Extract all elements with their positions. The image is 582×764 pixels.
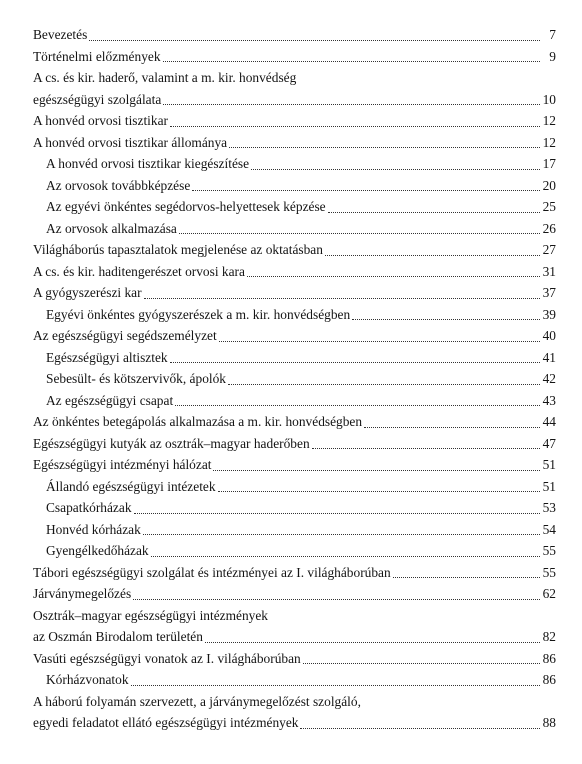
toc-page-number: 37 xyxy=(542,285,556,300)
toc-page-number: 51 xyxy=(542,457,556,472)
toc-dot-leader xyxy=(163,61,540,62)
toc-page-number: 44 xyxy=(542,414,556,429)
toc-dot-leader xyxy=(228,384,540,385)
toc-entry xyxy=(33,626,556,648)
toc-page-number: 39 xyxy=(542,306,556,322)
toc-page-number: 12 xyxy=(542,134,556,150)
toc-dot-leader xyxy=(219,341,540,342)
toc-entry xyxy=(33,605,556,627)
toc-entry xyxy=(33,583,556,605)
toc-dot-leader xyxy=(251,169,540,170)
toc-page-number: 20 xyxy=(542,177,556,193)
toc-entry xyxy=(33,24,556,46)
toc-page-number: 12 xyxy=(542,113,556,128)
toc-entry-title: Tábori egészségügyi szolgálat és intézményei az I. világháborúban xyxy=(33,564,391,580)
toc-entry xyxy=(33,497,556,519)
toc-page-number: 86 xyxy=(542,672,556,687)
toc-entry xyxy=(33,325,556,347)
toc-entry xyxy=(33,712,556,734)
toc-dot-leader xyxy=(144,298,540,299)
toc-entry-title: Egyévi önkéntes gyógyszerészek a m. kir. honvédségben xyxy=(46,306,351,322)
toc-entry-title: A cs. és kir. haditengerészet orvosi kara xyxy=(33,263,245,279)
toc-page-number: 9 xyxy=(549,48,556,64)
toc-dot-leader xyxy=(328,212,540,213)
toc-page-number: 7 xyxy=(549,27,556,42)
toc-entry xyxy=(33,175,556,197)
toc-entry-title: Kórházvonatok xyxy=(46,672,129,687)
toc-dot-leader xyxy=(179,233,540,234)
toc-dot-leader xyxy=(133,599,540,600)
toc-dot-leader xyxy=(175,405,540,406)
toc-dot-leader xyxy=(364,427,540,428)
toc-entry xyxy=(33,46,556,68)
toc-dot-leader xyxy=(312,448,540,449)
toc-entry xyxy=(33,132,556,154)
toc-dot-leader xyxy=(247,276,540,277)
toc-page-number: 86 xyxy=(542,650,556,666)
toc-page-number: 25 xyxy=(542,199,556,214)
toc-page-number: 17 xyxy=(542,156,556,171)
toc-entry-title: Az egyévi önkéntes segédorvos-helyettesek képzése xyxy=(46,199,326,214)
toc-entry xyxy=(33,648,556,670)
toc-dot-leader xyxy=(131,685,540,686)
toc-dot-leader xyxy=(303,663,540,664)
toc-dot-leader xyxy=(205,642,540,643)
toc-dot-leader xyxy=(229,147,540,148)
toc-entry-title: Az egészségügyi csapat xyxy=(46,392,174,408)
toc-entry xyxy=(33,368,556,390)
toc-page-number: 31 xyxy=(542,263,556,279)
toc-entry-title: Az önkéntes betegápolás alkalmazása a m. kir. honvédségben xyxy=(33,414,363,429)
toc-page-number: 54 xyxy=(542,521,556,537)
toc-entry xyxy=(33,110,556,132)
toc-entry-title: Egészségügyi intézményi hálózat xyxy=(33,457,212,472)
toc-page-number: 47 xyxy=(542,435,556,451)
toc-entry-title: A háború folyamán szervezett, a járványmegelőzést szolgáló, xyxy=(33,693,361,709)
toc-entry xyxy=(33,519,556,541)
toc-dot-leader xyxy=(300,728,540,729)
table-of-contents xyxy=(33,24,556,734)
toc-page-number: 43 xyxy=(542,392,556,408)
toc-page-number: 42 xyxy=(542,371,556,386)
toc-page-number: 82 xyxy=(542,629,556,644)
toc-dot-leader xyxy=(192,190,540,191)
toc-page-number: 55 xyxy=(542,564,556,580)
toc-dot-leader xyxy=(352,319,540,320)
toc-entry-title: Az orvosok továbbképzése xyxy=(46,177,191,193)
toc-dot-leader xyxy=(134,513,540,514)
toc-dot-leader xyxy=(325,255,540,256)
toc-dot-leader xyxy=(143,534,540,535)
toc-entry-title: A honvéd orvosi tisztikar xyxy=(33,113,169,128)
toc-entry xyxy=(33,196,556,218)
toc-page-number: 53 xyxy=(542,500,556,515)
toc-entry-title: A honvéd orvosi tisztikar kiegészítése xyxy=(46,156,250,171)
toc-entry-title: A honvéd orvosi tisztikar állománya xyxy=(33,134,228,150)
toc-entry-title: Osztrák–magyar egészségügyi intézmények xyxy=(33,607,268,623)
toc-entry xyxy=(33,691,556,713)
toc-entry xyxy=(33,89,556,111)
toc-entry xyxy=(33,304,556,326)
toc-entry-title: Történelmi előzmények xyxy=(33,48,161,64)
toc-dot-leader xyxy=(218,491,540,492)
toc-entry-title: Világháborús tapasztalatok megjelenése az oktatásban xyxy=(33,242,323,257)
toc-entry xyxy=(33,347,556,369)
toc-page-number: 62 xyxy=(542,586,556,601)
toc-page-number: 88 xyxy=(542,715,556,730)
toc-page-number: 26 xyxy=(542,220,556,236)
toc-entry xyxy=(33,454,556,476)
toc-entry xyxy=(33,282,556,304)
toc-entry-title: Sebesült- és kötszervivők, ápolók xyxy=(46,371,226,386)
toc-entry xyxy=(33,669,556,691)
toc-entry xyxy=(33,67,556,89)
toc-dot-leader xyxy=(163,104,540,105)
toc-entry-title: A cs. és kir. haderő, valamint a m. kir. honvédség xyxy=(33,70,297,85)
toc-dot-leader xyxy=(170,126,540,127)
toc-entry xyxy=(33,239,556,261)
toc-entry xyxy=(33,261,556,283)
toc-entry-title: Járványmegelőzés xyxy=(33,586,132,601)
toc-page-number: 27 xyxy=(542,242,556,257)
toc-entry xyxy=(33,153,556,175)
toc-entry-title: Egészségügyi altisztek xyxy=(46,349,168,365)
toc-entry xyxy=(33,476,556,498)
toc-entry-title: Csapatkórházak xyxy=(46,500,132,515)
toc-entry-title: Gyengélkedőházak xyxy=(46,543,149,558)
toc-entry xyxy=(33,540,556,562)
toc-entry-title: Vasúti egészségügyi vonatok az I. világháborúban xyxy=(33,650,301,666)
toc-entry-title: egészségügyi szolgálata xyxy=(33,91,162,107)
toc-entry xyxy=(33,218,556,240)
toc-entry-title: A gyógyszerészi kar xyxy=(33,285,142,300)
toc-entry-title: Bevezetés xyxy=(33,27,88,42)
toc-dot-leader xyxy=(393,577,540,578)
toc-entry xyxy=(33,433,556,455)
toc-entry-title: Állandó egészségügyi intézetek xyxy=(46,478,216,494)
toc-dot-leader xyxy=(213,470,540,471)
toc-entry-title: Az egészségügyi segédszemélyzet xyxy=(33,328,217,343)
toc-page-number: 55 xyxy=(542,543,556,558)
toc-dot-leader xyxy=(89,40,540,41)
toc-entry xyxy=(33,390,556,412)
toc-entry-title: az Oszmán Birodalom területén xyxy=(33,629,203,644)
toc-entry-title: egyedi feladatot ellátó egészségügyi intézmények xyxy=(33,715,299,730)
toc-entry-title: Egészségügyi kutyák az osztrák–magyar haderőben xyxy=(33,435,310,451)
toc-page-number: 51 xyxy=(542,478,556,494)
toc-entry-title: Honvéd kórházak xyxy=(46,521,141,537)
toc-entry xyxy=(33,411,556,433)
toc-page-number: 10 xyxy=(542,91,556,107)
toc-dot-leader xyxy=(170,362,540,363)
toc-entry xyxy=(33,562,556,584)
toc-page-number: 40 xyxy=(542,328,556,343)
toc-entry-title: Az orvosok alkalmazása xyxy=(46,220,177,236)
toc-page-number: 41 xyxy=(542,349,556,365)
toc-dot-leader xyxy=(151,556,540,557)
